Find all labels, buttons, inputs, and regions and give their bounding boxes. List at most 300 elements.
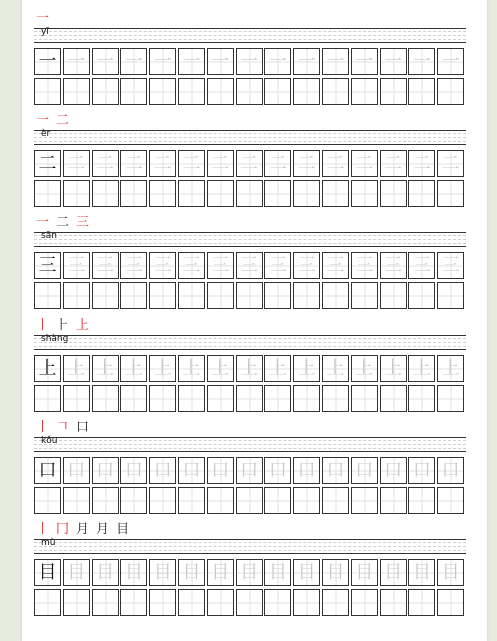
practice-character: 一 bbox=[441, 50, 460, 72]
blank-practice-cell bbox=[207, 385, 234, 412]
model-character-cell bbox=[34, 48, 61, 75]
trace-character-cell bbox=[293, 150, 320, 177]
trace-character-cell bbox=[351, 48, 378, 75]
trace-character-cell bbox=[236, 457, 263, 484]
practice-character: 一 bbox=[67, 50, 86, 72]
practice-character: 一 bbox=[326, 50, 345, 72]
trace-character-cell bbox=[293, 48, 320, 75]
practice-character: 口 bbox=[384, 459, 403, 481]
blank-practice-cell bbox=[34, 487, 61, 514]
practice-character: 二 bbox=[355, 152, 374, 174]
blank-practice-cell bbox=[380, 487, 407, 514]
trace-character-cell bbox=[264, 457, 291, 484]
practice-character: 三 bbox=[182, 254, 201, 276]
practice-character: 三 bbox=[441, 254, 460, 276]
trace-character-cell bbox=[408, 559, 435, 586]
worksheet-page bbox=[22, 0, 487, 641]
blank-row bbox=[34, 487, 466, 514]
trace-character-cell bbox=[207, 559, 234, 586]
practice-character: 三 bbox=[153, 254, 172, 276]
blank-practice-cell bbox=[178, 385, 205, 412]
practice-character: 二 bbox=[211, 152, 230, 174]
practice-character: 三 bbox=[96, 254, 115, 276]
practice-character: 二 bbox=[268, 152, 287, 174]
practice-character: 一 bbox=[297, 50, 316, 72]
blank-practice-cell bbox=[351, 180, 378, 207]
trace-character-cell bbox=[207, 252, 234, 279]
blank-practice-cell bbox=[92, 589, 119, 616]
practice-character: 口 bbox=[240, 459, 259, 481]
trace-character-cell bbox=[120, 48, 147, 75]
stroke-step: 目 bbox=[116, 522, 130, 537]
blank-practice-cell bbox=[322, 487, 349, 514]
trace-character-cell bbox=[207, 150, 234, 177]
pinyin-label: èr bbox=[41, 129, 51, 139]
practice-character: 三 bbox=[124, 254, 143, 276]
trace-character-cell bbox=[178, 150, 205, 177]
stroke-step: 丨 bbox=[36, 522, 50, 537]
practice-character: 二 bbox=[240, 152, 259, 174]
blank-practice-cell bbox=[236, 180, 263, 207]
blank-practice-cell bbox=[207, 78, 234, 105]
practice-character: 三 bbox=[240, 254, 259, 276]
stroke-order bbox=[36, 312, 96, 334]
blank-practice-cell bbox=[380, 589, 407, 616]
trace-character-cell bbox=[437, 457, 464, 484]
trace-character-cell bbox=[92, 252, 119, 279]
trace-character-cell bbox=[63, 48, 90, 75]
blank-practice-cell bbox=[34, 589, 61, 616]
trace-row bbox=[34, 48, 466, 75]
practice-character: 目 bbox=[441, 561, 460, 583]
blank-practice-cell bbox=[408, 589, 435, 616]
trace-character-cell bbox=[149, 48, 176, 75]
practice-character: 二 bbox=[297, 152, 316, 174]
practice-character: 一 bbox=[182, 50, 201, 72]
blank-practice-cell bbox=[322, 589, 349, 616]
blank-practice-cell bbox=[264, 487, 291, 514]
practice-character: 三 bbox=[384, 254, 403, 276]
practice-character: 目 bbox=[182, 561, 201, 583]
trace-character-cell bbox=[63, 355, 90, 382]
practice-character: 上 bbox=[153, 357, 172, 379]
trace-character-cell bbox=[380, 252, 407, 279]
practice-character: 口 bbox=[441, 459, 460, 481]
blank-practice-cell bbox=[236, 282, 263, 309]
blank-practice-cell bbox=[408, 487, 435, 514]
blank-practice-cell bbox=[207, 487, 234, 514]
blank-practice-cell bbox=[149, 78, 176, 105]
blank-practice-cell bbox=[63, 180, 90, 207]
blank-practice-cell bbox=[380, 180, 407, 207]
practice-character: 口 bbox=[96, 459, 115, 481]
stroke-step: 三 bbox=[76, 215, 90, 230]
blank-practice-cell bbox=[120, 78, 147, 105]
practice-character: 二 bbox=[124, 152, 143, 174]
practice-character: 二 bbox=[326, 152, 345, 174]
blank-practice-cell bbox=[437, 282, 464, 309]
blank-practice-cell bbox=[120, 282, 147, 309]
blank-practice-cell bbox=[34, 78, 61, 105]
practice-character: 目 bbox=[412, 561, 431, 583]
trace-character-cell bbox=[437, 48, 464, 75]
stroke-step: 二 bbox=[56, 215, 70, 230]
practice-character: 口 bbox=[38, 459, 57, 481]
blank-practice-cell bbox=[380, 78, 407, 105]
practice-character: 三 bbox=[211, 254, 230, 276]
stroke-order bbox=[36, 414, 96, 436]
blank-practice-cell bbox=[34, 282, 61, 309]
blank-practice-cell bbox=[63, 78, 90, 105]
trace-character-cell bbox=[63, 559, 90, 586]
trace-character-cell bbox=[92, 559, 119, 586]
blank-practice-cell bbox=[178, 589, 205, 616]
practice-character: 口 bbox=[355, 459, 374, 481]
stroke-step: 丨 bbox=[36, 318, 50, 333]
trace-character-cell bbox=[178, 457, 205, 484]
trace-character-cell bbox=[236, 252, 263, 279]
pinyin-band bbox=[34, 539, 466, 553]
blank-practice-cell bbox=[63, 487, 90, 514]
practice-character: 口 bbox=[124, 459, 143, 481]
practice-character: 目 bbox=[240, 561, 259, 583]
trace-character-cell bbox=[380, 48, 407, 75]
practice-character: 二 bbox=[384, 152, 403, 174]
practice-character: 口 bbox=[153, 459, 172, 481]
trace-character-cell bbox=[437, 559, 464, 586]
practice-character: 上 bbox=[268, 357, 287, 379]
trace-character-cell bbox=[437, 252, 464, 279]
practice-character: 口 bbox=[211, 459, 230, 481]
blank-practice-cell bbox=[351, 385, 378, 412]
practice-character: 三 bbox=[412, 254, 431, 276]
blank-practice-cell bbox=[322, 78, 349, 105]
model-character-cell bbox=[34, 252, 61, 279]
blank-practice-cell bbox=[322, 385, 349, 412]
trace-character-cell bbox=[264, 559, 291, 586]
blank-practice-cell bbox=[408, 78, 435, 105]
blank-practice-cell bbox=[351, 78, 378, 105]
trace-character-cell bbox=[322, 355, 349, 382]
blank-practice-cell bbox=[236, 487, 263, 514]
stroke-order bbox=[36, 5, 56, 27]
blank-practice-cell bbox=[236, 385, 263, 412]
trace-character-cell bbox=[178, 48, 205, 75]
trace-character-cell bbox=[207, 48, 234, 75]
practice-character: 三 bbox=[67, 254, 86, 276]
trace-character-cell bbox=[293, 457, 320, 484]
trace-character-cell bbox=[322, 457, 349, 484]
stroke-step: 口 bbox=[76, 420, 90, 435]
trace-character-cell bbox=[178, 252, 205, 279]
blank-practice-cell bbox=[293, 487, 320, 514]
blank-practice-cell bbox=[34, 385, 61, 412]
blank-practice-cell bbox=[264, 282, 291, 309]
stroke-step: 一 bbox=[36, 113, 50, 128]
practice-character: 上 bbox=[38, 357, 57, 379]
blank-practice-cell bbox=[408, 385, 435, 412]
trace-character-cell bbox=[322, 559, 349, 586]
practice-character: 目 bbox=[297, 561, 316, 583]
practice-character: 上 bbox=[67, 357, 86, 379]
trace-character-cell bbox=[322, 252, 349, 279]
trace-character-cell bbox=[63, 150, 90, 177]
trace-character-cell bbox=[408, 457, 435, 484]
stroke-step: 冂 bbox=[56, 522, 70, 537]
blank-practice-cell bbox=[236, 589, 263, 616]
blank-practice-cell bbox=[293, 589, 320, 616]
practice-character: 目 bbox=[384, 561, 403, 583]
trace-row bbox=[34, 457, 466, 484]
model-character-cell bbox=[34, 559, 61, 586]
trace-character-cell bbox=[380, 355, 407, 382]
trace-character-cell bbox=[236, 150, 263, 177]
blank-practice-cell bbox=[380, 282, 407, 309]
trace-row bbox=[34, 355, 466, 382]
blank-practice-cell bbox=[207, 282, 234, 309]
blank-row bbox=[34, 180, 466, 207]
trace-character-cell bbox=[120, 355, 147, 382]
trace-character-cell bbox=[92, 355, 119, 382]
trace-row bbox=[34, 150, 466, 177]
blank-row bbox=[34, 78, 466, 105]
stroke-step: 月 bbox=[76, 522, 90, 537]
pinyin-band bbox=[34, 232, 466, 246]
blank-practice-cell bbox=[264, 78, 291, 105]
practice-character: 上 bbox=[441, 357, 460, 379]
pinyin-band bbox=[34, 335, 466, 349]
practice-character: 口 bbox=[268, 459, 287, 481]
blank-practice-cell bbox=[63, 589, 90, 616]
trace-character-cell bbox=[264, 150, 291, 177]
blank-practice-cell bbox=[149, 180, 176, 207]
pinyin-label: yī bbox=[41, 27, 49, 37]
practice-character: 二 bbox=[153, 152, 172, 174]
trace-character-cell bbox=[408, 48, 435, 75]
practice-character: 上 bbox=[182, 357, 201, 379]
blank-practice-cell bbox=[178, 78, 205, 105]
trace-character-cell bbox=[293, 355, 320, 382]
practice-character: 口 bbox=[412, 459, 431, 481]
practice-character: 二 bbox=[182, 152, 201, 174]
pinyin-label: kǒu bbox=[41, 436, 58, 446]
model-character-cell bbox=[34, 355, 61, 382]
blank-practice-cell bbox=[34, 180, 61, 207]
practice-character: 目 bbox=[211, 561, 230, 583]
practice-character: 三 bbox=[355, 254, 374, 276]
blank-practice-cell bbox=[437, 487, 464, 514]
trace-character-cell bbox=[120, 150, 147, 177]
stroke-order bbox=[36, 209, 96, 231]
blank-practice-cell bbox=[120, 385, 147, 412]
blank-practice-cell bbox=[408, 282, 435, 309]
trace-character-cell bbox=[351, 252, 378, 279]
practice-character: 一 bbox=[412, 50, 431, 72]
blank-row bbox=[34, 589, 466, 616]
blank-practice-cell bbox=[293, 385, 320, 412]
blank-practice-cell bbox=[92, 180, 119, 207]
trace-character-cell bbox=[236, 355, 263, 382]
trace-character-cell bbox=[120, 252, 147, 279]
blank-practice-cell bbox=[437, 180, 464, 207]
practice-character: 上 bbox=[124, 357, 143, 379]
blank-practice-cell bbox=[120, 180, 147, 207]
practice-character: 目 bbox=[153, 561, 172, 583]
pinyin-label: mù bbox=[41, 538, 56, 548]
trace-character-cell bbox=[120, 559, 147, 586]
trace-character-cell bbox=[380, 559, 407, 586]
trace-character-cell bbox=[149, 252, 176, 279]
blank-practice-cell bbox=[92, 487, 119, 514]
blank-practice-cell bbox=[437, 589, 464, 616]
practice-character: 一 bbox=[211, 50, 230, 72]
trace-character-cell bbox=[293, 559, 320, 586]
practice-character: 三 bbox=[326, 254, 345, 276]
practice-character: 目 bbox=[67, 561, 86, 583]
practice-character: 一 bbox=[268, 50, 287, 72]
stroke-step: 二 bbox=[56, 113, 70, 128]
trace-character-cell bbox=[351, 150, 378, 177]
practice-character: 口 bbox=[297, 459, 316, 481]
stroke-step: 一 bbox=[36, 11, 50, 26]
practice-character: 口 bbox=[67, 459, 86, 481]
stroke-order bbox=[36, 516, 136, 538]
blank-practice-cell bbox=[92, 385, 119, 412]
practice-character: 上 bbox=[240, 357, 259, 379]
trace-character-cell bbox=[293, 252, 320, 279]
stroke-step: 丨 bbox=[36, 420, 50, 435]
practice-character: 一 bbox=[153, 50, 172, 72]
practice-character: 上 bbox=[355, 357, 374, 379]
stroke-step: 一 bbox=[36, 215, 50, 230]
practice-character: 上 bbox=[211, 357, 230, 379]
blank-practice-cell bbox=[92, 282, 119, 309]
trace-character-cell bbox=[322, 150, 349, 177]
trace-character-cell bbox=[408, 150, 435, 177]
trace-character-cell bbox=[149, 559, 176, 586]
blank-practice-cell bbox=[207, 180, 234, 207]
practice-character: 上 bbox=[384, 357, 403, 379]
blank-practice-cell bbox=[351, 282, 378, 309]
practice-character: 上 bbox=[297, 357, 316, 379]
blank-practice-cell bbox=[149, 385, 176, 412]
practice-character: 三 bbox=[268, 254, 287, 276]
trace-character-cell bbox=[149, 457, 176, 484]
pinyin-band bbox=[34, 437, 466, 451]
practice-character: 二 bbox=[96, 152, 115, 174]
trace-character-cell bbox=[264, 48, 291, 75]
stroke-step: 上 bbox=[76, 318, 90, 333]
trace-character-cell bbox=[437, 355, 464, 382]
trace-character-cell bbox=[351, 457, 378, 484]
trace-character-cell bbox=[149, 355, 176, 382]
blank-practice-cell bbox=[322, 180, 349, 207]
practice-character: 二 bbox=[67, 152, 86, 174]
pinyin-label: shàng bbox=[41, 334, 69, 344]
blank-practice-cell bbox=[264, 180, 291, 207]
blank-practice-cell bbox=[178, 282, 205, 309]
trace-character-cell bbox=[178, 355, 205, 382]
trace-character-cell bbox=[92, 48, 119, 75]
practice-character: 上 bbox=[412, 357, 431, 379]
blank-practice-cell bbox=[264, 589, 291, 616]
trace-character-cell bbox=[149, 150, 176, 177]
trace-character-cell bbox=[408, 252, 435, 279]
blank-practice-cell bbox=[293, 282, 320, 309]
trace-character-cell bbox=[92, 150, 119, 177]
model-character-cell bbox=[34, 150, 61, 177]
blank-row bbox=[34, 385, 466, 412]
blank-practice-cell bbox=[149, 487, 176, 514]
blank-practice-cell bbox=[149, 589, 176, 616]
practice-character: 目 bbox=[355, 561, 374, 583]
practice-character: 上 bbox=[326, 357, 345, 379]
blank-practice-cell bbox=[380, 385, 407, 412]
blank-practice-cell bbox=[293, 180, 320, 207]
stroke-order bbox=[36, 107, 76, 129]
trace-character-cell bbox=[322, 48, 349, 75]
practice-character: 一 bbox=[38, 50, 57, 72]
trace-character-cell bbox=[207, 355, 234, 382]
trace-character-cell bbox=[120, 457, 147, 484]
trace-character-cell bbox=[236, 559, 263, 586]
pinyin-band bbox=[34, 28, 466, 42]
trace-character-cell bbox=[63, 252, 90, 279]
practice-character: 一 bbox=[355, 50, 374, 72]
practice-character: 口 bbox=[326, 459, 345, 481]
practice-character: 二 bbox=[38, 152, 57, 174]
blank-practice-cell bbox=[92, 78, 119, 105]
blank-practice-cell bbox=[149, 282, 176, 309]
stroke-step: 𠃍 bbox=[56, 420, 70, 435]
blank-practice-cell bbox=[120, 487, 147, 514]
trace-character-cell bbox=[92, 457, 119, 484]
blank-practice-cell bbox=[178, 487, 205, 514]
blank-practice-cell bbox=[207, 589, 234, 616]
trace-row bbox=[34, 559, 466, 586]
blank-practice-cell bbox=[63, 282, 90, 309]
practice-character: 三 bbox=[38, 254, 57, 276]
trace-character-cell bbox=[63, 457, 90, 484]
trace-row bbox=[34, 252, 466, 279]
practice-character: 目 bbox=[38, 561, 57, 583]
blank-practice-cell bbox=[437, 78, 464, 105]
practice-character: 一 bbox=[240, 50, 259, 72]
trace-character-cell bbox=[207, 457, 234, 484]
blank-practice-cell bbox=[408, 180, 435, 207]
trace-character-cell bbox=[264, 355, 291, 382]
model-character-cell bbox=[34, 457, 61, 484]
pinyin-band bbox=[34, 130, 466, 144]
practice-character: 一 bbox=[96, 50, 115, 72]
blank-practice-cell bbox=[120, 589, 147, 616]
blank-practice-cell bbox=[351, 589, 378, 616]
practice-character: 口 bbox=[182, 459, 201, 481]
practice-character: 目 bbox=[96, 561, 115, 583]
practice-character: 二 bbox=[412, 152, 431, 174]
practice-character: 一 bbox=[124, 50, 143, 72]
trace-character-cell bbox=[178, 559, 205, 586]
blank-practice-cell bbox=[63, 385, 90, 412]
blank-practice-cell bbox=[351, 487, 378, 514]
trace-character-cell bbox=[351, 355, 378, 382]
stroke-step: 月 bbox=[96, 522, 110, 537]
trace-character-cell bbox=[437, 150, 464, 177]
blank-practice-cell bbox=[322, 282, 349, 309]
blank-practice-cell bbox=[437, 385, 464, 412]
practice-character: 目 bbox=[124, 561, 143, 583]
trace-character-cell bbox=[408, 355, 435, 382]
